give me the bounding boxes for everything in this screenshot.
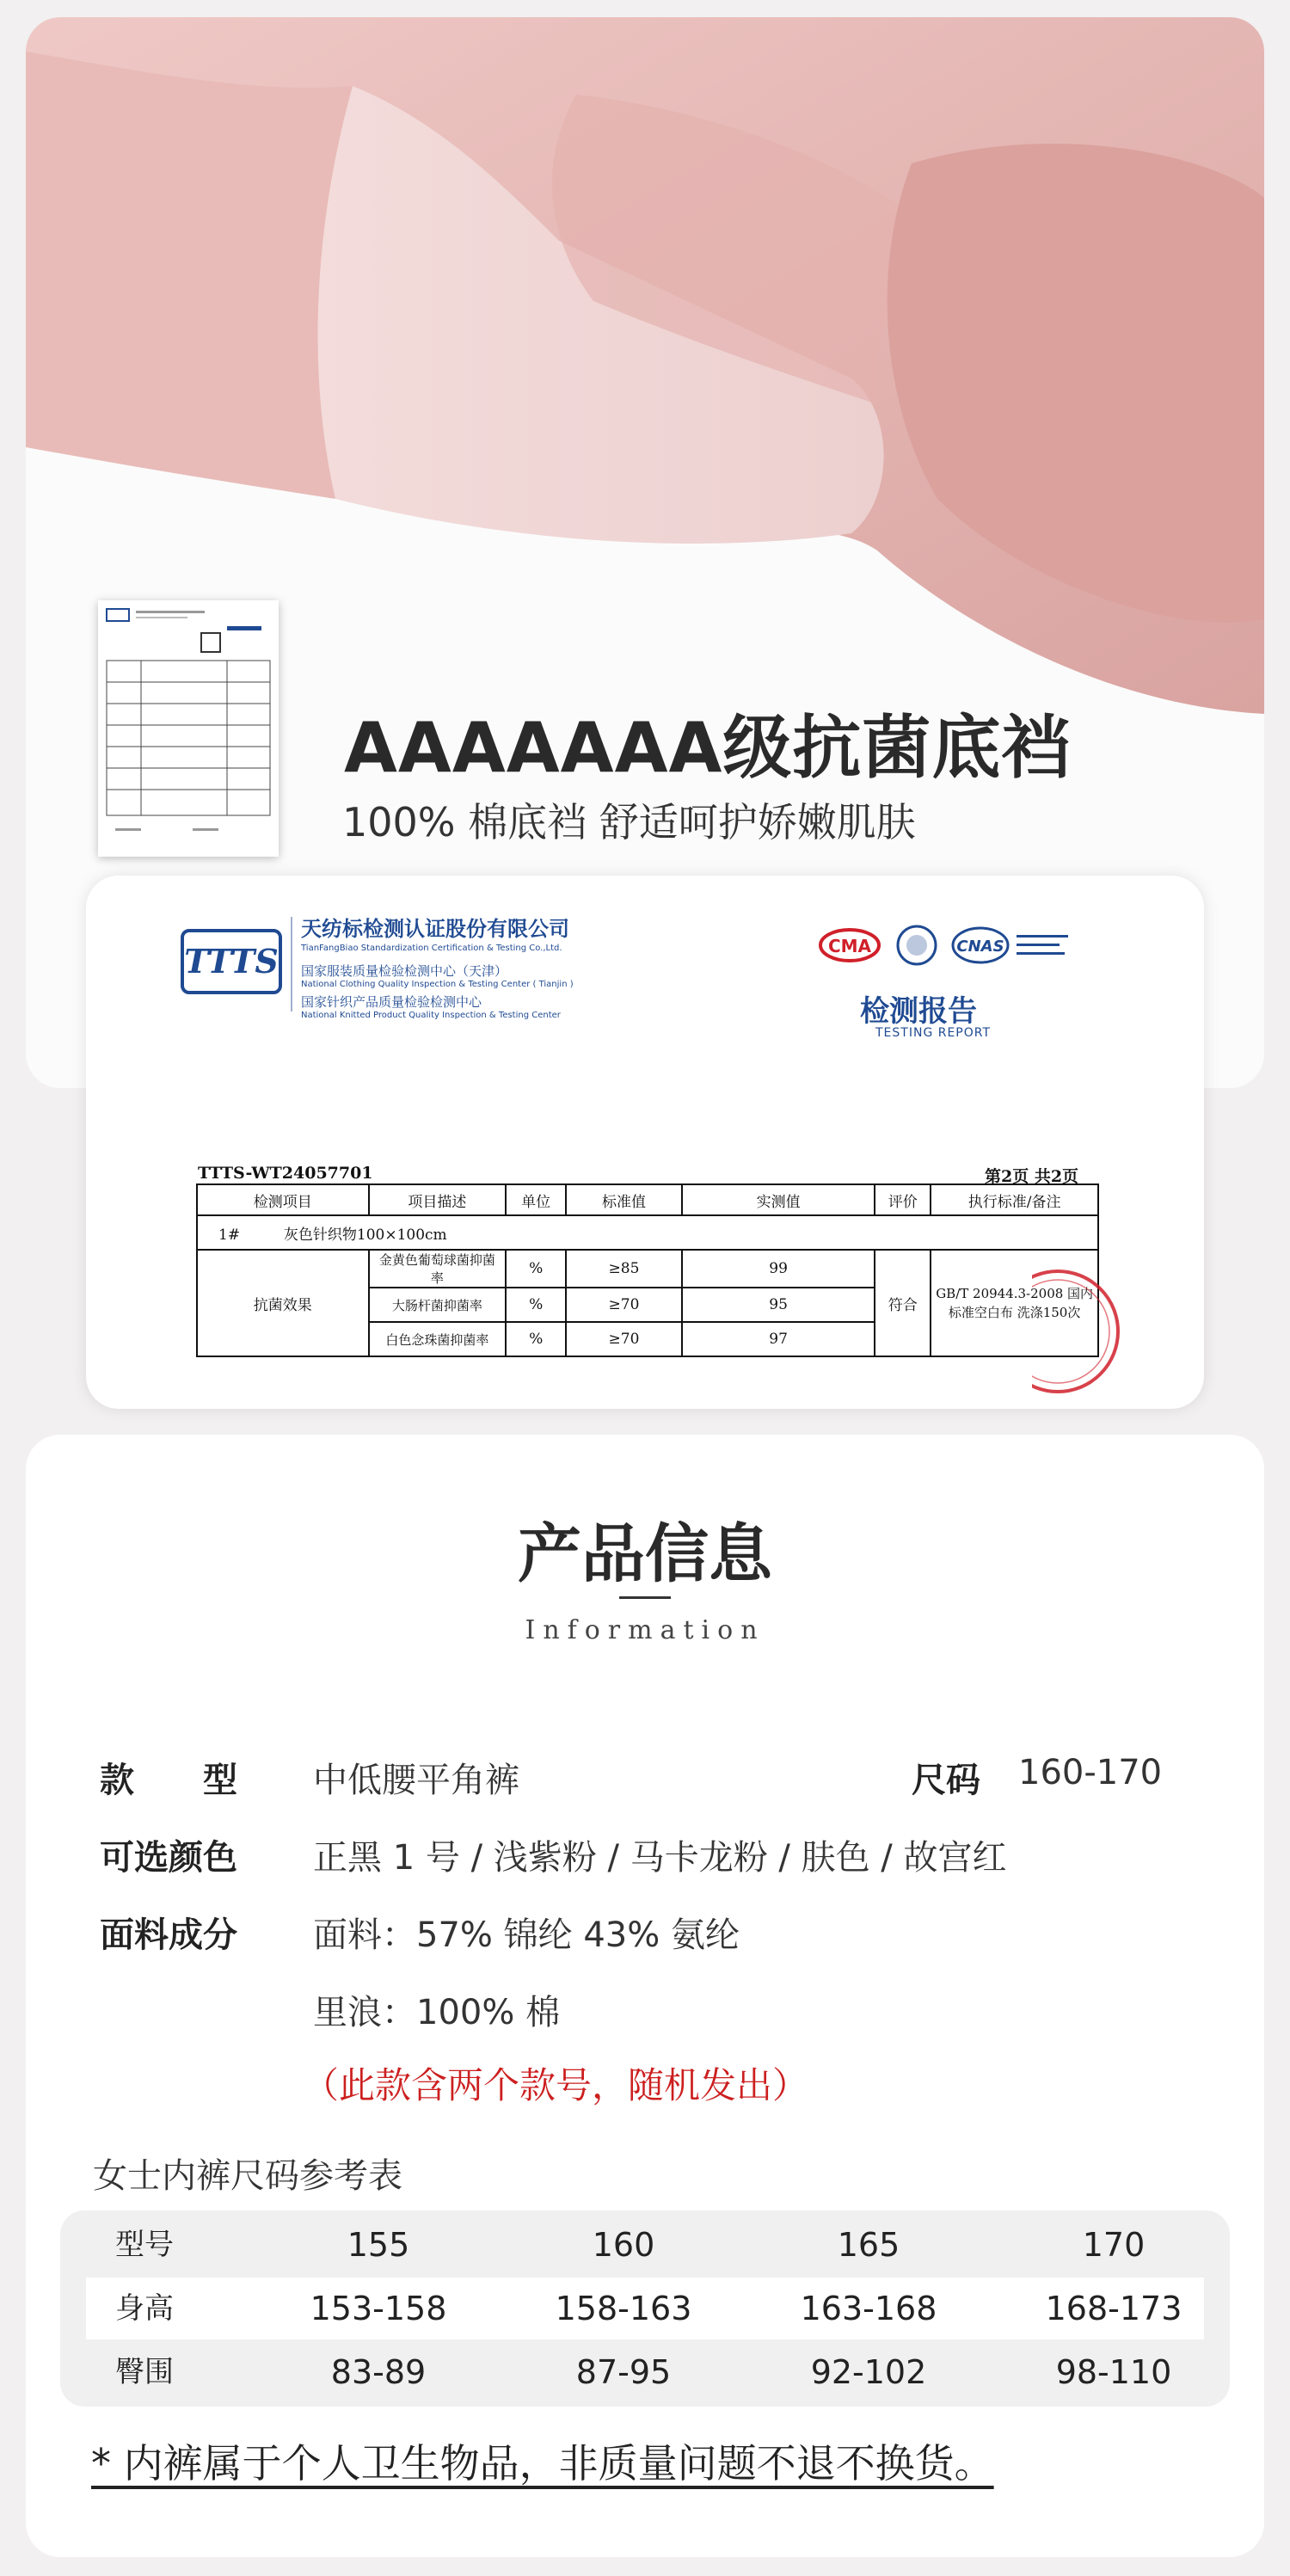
lining-composition: 里浪：100% 棉 (313, 1993, 561, 2032)
fabric-composition: 面料：57% 锦纶 43% 氨纶 (313, 1915, 740, 1955)
header-cell: 检测项目 (197, 1184, 369, 1215)
table-cell: 98-110 (1055, 2353, 1172, 2391)
item-unit: % (506, 1322, 566, 1356)
item-unit: % (506, 1250, 566, 1288)
verdict: 符合 (875, 1250, 931, 1356)
table-cell: 163-168 (800, 2290, 937, 2327)
cnas-label: CNAS (956, 938, 1004, 956)
sample-description: 灰色针织物100×100cm (283, 1226, 447, 1244)
center1-en: National Clothing Quality Inspection & Testing Center ( Tianjin ) (301, 980, 574, 989)
style-value: 中低腰平角裤 (313, 1761, 519, 1800)
table-cell: 153-158 (310, 2290, 447, 2327)
table-row (197, 1215, 1098, 1250)
table-cell: 92-102 (810, 2353, 927, 2391)
cnas-mark-icon (953, 928, 1008, 962)
size-chart-title: 女士内裤尺码参考表 (93, 2156, 402, 2196)
item-value: 99 (682, 1250, 875, 1288)
sample-number: 1# (218, 1226, 241, 1244)
table-row (197, 1250, 1098, 1288)
table-cell: 165 (837, 2226, 900, 2264)
testing-report-card (86, 876, 1204, 1409)
table-cell: 83-89 (330, 2353, 427, 2391)
test-report-thumbnail (98, 600, 279, 857)
divider (291, 917, 292, 1011)
product-info-card (26, 1435, 1264, 2557)
row-label: 臀围 (115, 2355, 174, 2389)
header-cell: 实测值 (682, 1184, 875, 1215)
header-cell: 项目描述 (369, 1184, 507, 1215)
table-cell: 155 (347, 2226, 410, 2264)
ilac-mark-icon (898, 926, 936, 964)
size-chart-table (60, 2210, 1230, 2407)
standard-note: GB/T 20944.3-2008 国内标准空白布 洗涤150次 (931, 1250, 1098, 1356)
fabric-label: 面料成分 (100, 1915, 237, 1955)
item-standard: ≥70 (566, 1288, 682, 1322)
center1-cn: 国家服装质量检验检测中心（天津） (301, 963, 508, 979)
color-label: 可选颜色 (100, 1838, 237, 1878)
header-cell: 评价 (875, 1184, 931, 1215)
table-cell: 87-95 (575, 2353, 672, 2391)
section-title: 产品信息 (518, 1517, 772, 1591)
ttts-logo: TTTS (181, 929, 282, 994)
item-value: 97 (682, 1322, 875, 1356)
report-title-en: TESTING REPORT (875, 1026, 992, 1040)
table-row (60, 2214, 1230, 2276)
header-cell: 单位 (506, 1184, 566, 1215)
style-label: 款 型 (100, 1761, 237, 1800)
section-subtitle: Information (525, 1615, 765, 1645)
sample-cell (197, 1215, 1098, 1250)
item-desc: 大肠杆菌抑菌率 (369, 1288, 507, 1322)
table-cell: 160 (592, 2226, 655, 2264)
table-row (86, 2278, 1204, 2339)
table-cell: 170 (1082, 2226, 1146, 2264)
table-cell: 168-173 (1045, 2290, 1182, 2327)
center2-en: National Knitted Product Quality Inspection & Testing Center (301, 1011, 561, 1020)
report-code: TTTS-WT24057701 (198, 1164, 373, 1183)
header-cell: 执行标准/备注 (931, 1184, 1098, 1215)
report-title: 检测报告 (860, 994, 977, 1029)
header-cell: 标准值 (566, 1184, 682, 1215)
color-options: 正黑 1 号 / 浅紫粉 / 马卡龙粉 / 肤色 / 故宫红 (313, 1838, 1007, 1878)
size-label: 尺码 (912, 1761, 980, 1800)
certification-marks (817, 923, 1101, 970)
row-label: 身高 (115, 2291, 174, 2326)
table-cell: 158-163 (555, 2290, 692, 2327)
item-standard: ≥85 (566, 1250, 682, 1288)
center2-cn: 国家针织产品质量检验检测中心 (301, 994, 482, 1010)
test-results-table (196, 1183, 1099, 1357)
item-value: 95 (682, 1288, 875, 1322)
item-desc: 白色念珠菌抑菌率 (369, 1322, 507, 1356)
random-ship-note: （此款含两个款号，随机发出） (303, 2064, 809, 2106)
return-policy-note: * 内裤属于个人卫生物品，非质量问题不退不换货。 (91, 2440, 994, 2487)
title-divider (619, 1596, 671, 1599)
table-header-row (197, 1184, 1098, 1215)
test-group: 抗菌效果 (197, 1250, 369, 1356)
org-info (301, 912, 574, 1024)
hero-subtitle: 100% 棉底裆 舒适呵护娇嫩肌肤 (342, 799, 916, 845)
table-row (60, 2341, 1230, 2403)
report-page-number: 第2页 共2页 (985, 1167, 1079, 1186)
cma-mark-icon (820, 930, 879, 961)
cma-label: CMA (827, 936, 872, 956)
red-seal-stamp-icon (1032, 1237, 1161, 1409)
org-name-cn: 天纺标检测认证股份有限公司 (301, 917, 569, 941)
org-name-en: TianFangBiao Standardization Certification & Testing Co.,Ltd. (301, 944, 562, 953)
size-value: 160-170 (1018, 1753, 1163, 1792)
row-label: 型号 (115, 2228, 174, 2262)
item-desc: 金黄色葡萄球菌抑菌率 (369, 1250, 507, 1288)
item-unit: % (506, 1288, 566, 1322)
item-standard: ≥70 (566, 1322, 682, 1356)
hero-title: AAAAAAA级抗菌底裆 (344, 708, 1072, 788)
